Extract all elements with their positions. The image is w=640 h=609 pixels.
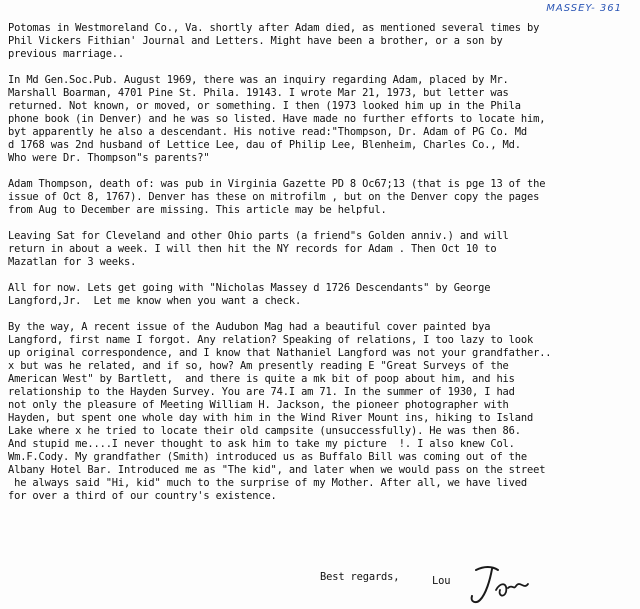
text-line: d 1768 was 2nd husband of Lettice Lee, dau of Philip Lee, Blenheim, Charles Co., Md. <box>8 139 521 151</box>
text-line: Marshall Boarman, 4701 Pine St. Phila. 19143. I wrote Mar 21, 1973, but letter was <box>8 87 509 99</box>
text-line: byt apparently he also a descendant. His notive read:"Thompson, Dr. Adam of PG Co. Md <box>8 126 527 138</box>
text-line: Wm.F.Cody. My grandfather (Smith) introduced us as Buffalo Bill was coming out of the <box>8 451 527 463</box>
paragraph <box>8 178 634 217</box>
text-line: from Aug to December are missing. This article may be helpful. <box>8 204 387 216</box>
paragraph <box>8 321 634 503</box>
handwritten-signature <box>462 560 532 608</box>
text-line: By the way, A recent issue of the Audubon Mag had a beautiful cover painted bya <box>8 321 491 333</box>
text-line: American West" by Bartlett, and there is quite a mk bit of poop about him, and his <box>8 373 515 385</box>
text-line: not only the pleasure of Meeting William H. Jackson, the pioneer photographer with <box>8 399 509 411</box>
archive-stamp: MASSEY- 361 <box>546 3 622 14</box>
text-line: return in about a week. I will then hit the NY records for Adam . Then Oct 10 to <box>8 243 497 255</box>
text-line: Albany Hotel Bar. Introduced me as "The kid", and later when we would pass on the street <box>8 464 546 476</box>
text-line: Who were Dr. Thompson"s parents?" <box>8 152 210 164</box>
text-line: Potomas in Westmoreland Co., Va. shortly after Adam died, as mentioned several times by <box>8 22 540 34</box>
text-line: In Md Gen.Soc.Pub. August 1969, there was an inquiry regarding Adam, placed by Mr. <box>8 74 509 86</box>
text-line: relationship to the Hayden Survey. You are 74.I am 71. In the summer of 1930, I had <box>8 386 515 398</box>
text-line: Langford,Jr. Let me know when you want a check. <box>8 295 302 307</box>
text-line: Adam Thompson, death of: was pub in Virginia Gazette PD 8 Oc67;13 (that is pge 13 of the <box>8 178 546 190</box>
text-line: Langford, first name I forgot. Any relation? Speaking of relations, I too lazy to look <box>8 334 534 346</box>
text-line: he always said "Hi, kid" much to the surprise of my Mother. After all, we have lived <box>8 477 527 489</box>
text-line: Leaving Sat for Cleveland and other Ohio parts (a friend"s Golden anniv.) and will <box>8 230 509 242</box>
paragraph <box>8 230 634 269</box>
signer-name: Lou <box>432 575 451 587</box>
text-line: returned. Not known, or moved, or something. I then (1973 looked him up in the Phila <box>8 100 521 112</box>
paragraph <box>8 74 634 165</box>
text-line: Phil Vickers Fithian' Journal and Letters. Might have been a brother, or a son by <box>8 35 503 47</box>
text-line: up original correspondence, and I know that Nathaniel Langford was not your grandfather.. <box>8 347 552 359</box>
text-line: Mazatlan for 3 weeks. <box>8 256 137 268</box>
letter-body <box>8 22 634 516</box>
text-line: for over a third of our country's existence. <box>8 490 277 502</box>
text-line: Lake where x he tried to locate their old campsite (unsuccessfully). He was then 86. <box>8 425 521 437</box>
text-line: All for now. Lets get going with "Nicholas Massey d 1726 Descendants" by George <box>8 282 491 294</box>
closing: Best regards, <box>320 571 400 583</box>
paragraph <box>8 282 634 308</box>
text-line: phone book (in Denver) and he was so listed. Have made no further efforts to locate him, <box>8 113 546 125</box>
text-line: issue of Oct 8, 1767). Denver has these on mitrofilm , but on the Denver copy the pages <box>8 191 540 203</box>
paragraph <box>8 22 634 61</box>
text-line: x but was he related, and if so, how? Am presently reading E "Great Surveys of the <box>8 360 509 372</box>
text-line: Hayden, but spent one whole day with him in the Wind River Mount ins, hiking to Island <box>8 412 534 424</box>
text-line: previous marriage.. <box>8 48 125 60</box>
text-line: And stupid me....I never thought to ask him to take my picture !. I also knew Col. <box>8 438 515 450</box>
